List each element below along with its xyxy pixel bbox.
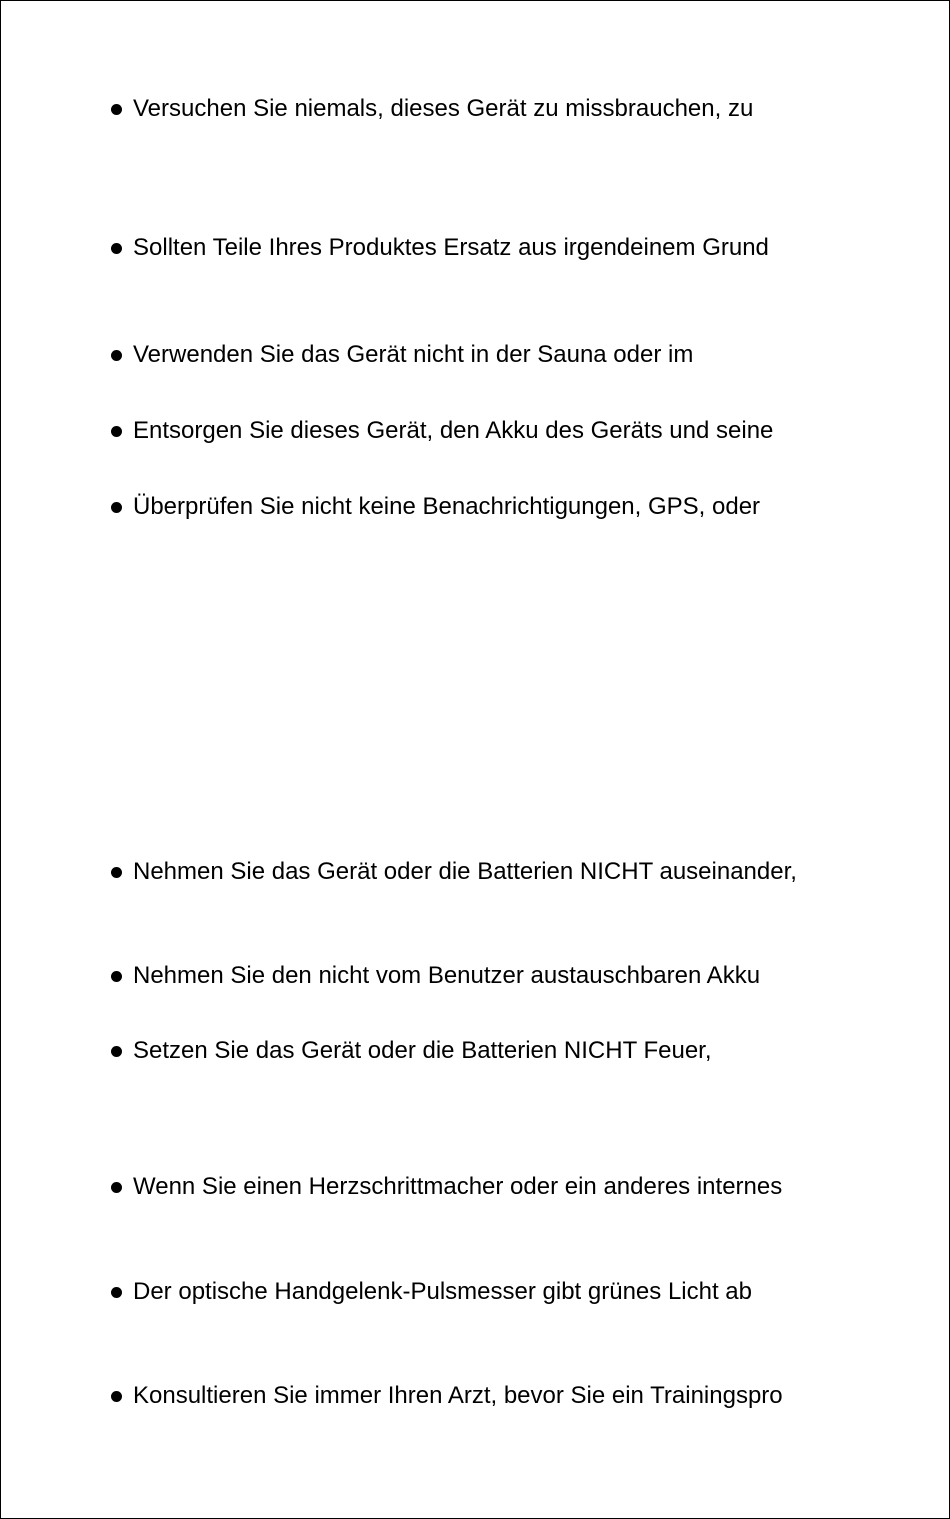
bullet-dot-icon: [111, 243, 122, 254]
bullet-dot-icon: [111, 1046, 122, 1057]
bullet-text: Nehmen Sie das Gerät oder die Batterien NICHT auseinander,: [133, 858, 797, 885]
bullet-item: [111, 234, 769, 262]
bullet-dot-icon: [111, 971, 122, 982]
bullet-text: Setzen Sie das Gerät oder die Batterien NICHT Feuer,: [133, 1037, 712, 1064]
bullet-item: [111, 1037, 712, 1065]
bullet-text: Entsorgen Sie dieses Gerät, den Akku des Geräts und seine: [133, 417, 774, 444]
bullet-text: Nehmen Sie den nicht vom Benutzer austauschbaren Akku: [133, 962, 761, 989]
bullet-text: Versuchen Sie niemals, dieses Gerät zu missbrauchen, zu: [133, 95, 754, 122]
bullet-item: [111, 493, 760, 521]
bullet-item: [111, 1382, 783, 1410]
bullet-dot-icon: [111, 1287, 122, 1298]
bullet-dot-icon: [111, 104, 122, 115]
bullet-item: [111, 962, 760, 990]
bullet-text: Konsultieren Sie immer Ihren Arzt, bevor Sie ein Trainingspro: [133, 1382, 783, 1409]
bullet-dot-icon: [111, 1182, 122, 1193]
bullet-text: Wenn Sie einen Herzschrittmacher oder ein anderes internes: [133, 1173, 783, 1200]
bullet-text: Sollten Teile Ihres Produktes Ersatz aus irgendeinem Grund: [133, 234, 769, 261]
bullet-text: Der optische Handgelenk-Pulsmesser gibt grünes Licht ab: [133, 1278, 752, 1305]
bullet-item: [111, 95, 753, 123]
bullet-item: [111, 1173, 782, 1201]
bullet-dot-icon: [111, 867, 122, 878]
bullet-dot-icon: [111, 502, 122, 513]
bullet-item: [111, 341, 693, 369]
bullet-dot-icon: [111, 426, 122, 437]
bullet-item: [111, 858, 797, 886]
bullet-item: [111, 1278, 752, 1306]
bullet-text: Verwenden Sie das Gerät nicht in der Sauna oder im: [133, 341, 694, 368]
bullet-text: Überprüfen Sie nicht keine Benachrichtigungen, GPS, oder: [133, 493, 761, 520]
bullet-dot-icon: [111, 1391, 122, 1402]
bullet-item: [111, 417, 773, 445]
bullet-dot-icon: [111, 350, 122, 361]
